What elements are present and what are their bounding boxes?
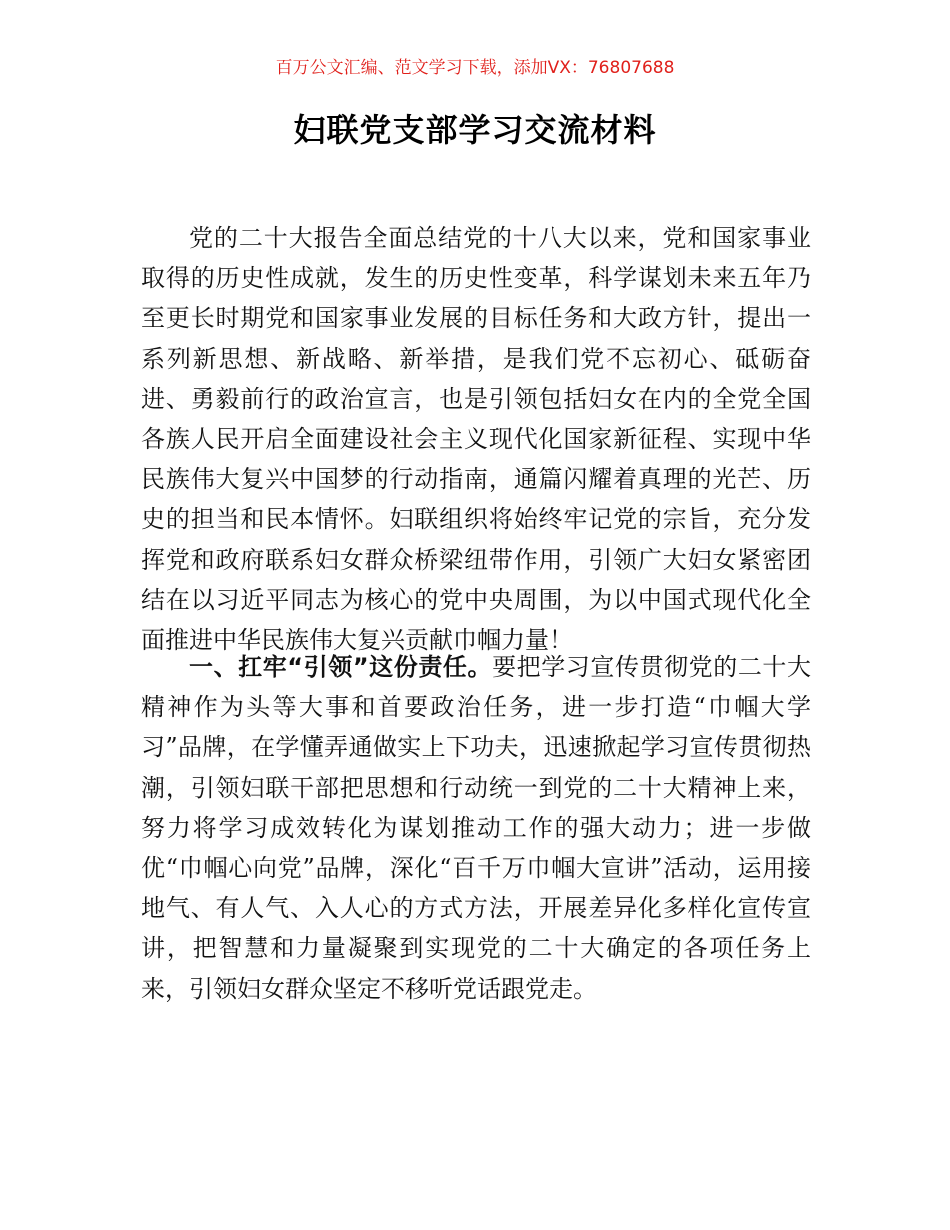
paragraph-section-1	[141, 647, 811, 1009]
watermark-header: 百万公文汇编、范文学习下载，添加VX：76807688	[275, 58, 675, 78]
section-1-text: 要把学习宣传贯彻党的二十大精神作为头等大事和首要政治任务，进一步打造“巾帼大学习”品牌，在学懂弄通做实上下功夫，迅速掀起学习宣传贯彻热潮，引领妇联干部把思想和行动统一到党的二十大精神上来，努力将学习成效转化为谋划推动工作的强大动力；进一步做优“巾帼心向党”品牌，深化“百千万巾帼大宣讲”活动，运用接地气、有人气、入人心的方式方法，开展差异化多样化宣传宣讲，把智慧和力量凝聚到实现党的二十大确定的各项任务上来，引领妇女群众坚定不移听党话跟党走。	[141, 653, 811, 1003]
section-1-heading: 一、扛牢“引领”这份责任。	[189, 653, 493, 681]
paragraph-intro	[141, 218, 811, 660]
paragraph-intro-text: 党的二十大报告全面总结党的十八大以来，党和国家事业取得的历史性成就，发生的历史性变革，科学谋划未来五年乃至更长时期党和国家事业发展的目标任务和大政方针，提出一系列新思想、新战略、新举措，是我们党不忘初心、砥砺奋进、勇毅前行的政治宣言，也是引领包括妇女在内的全党全国各族人民开启全面建设社会主义现代化国家新征程、实现中华民族伟大复兴中国梦的行动指南，通篇闪耀着真理的光芒、历史的担当和民本情怀。妇联组织将始终牢记党的宗旨，充分发挥党和政府联系妇女群众桥梁纽带作用，引领广大妇女紧密团结在以习近平同志为核心的党中央周围，为以中国式现代化全面推进中华民族伟大复兴贡献巾帼力量！	[141, 224, 811, 655]
document-title: 妇联党支部学习交流材料	[293, 111, 657, 149]
